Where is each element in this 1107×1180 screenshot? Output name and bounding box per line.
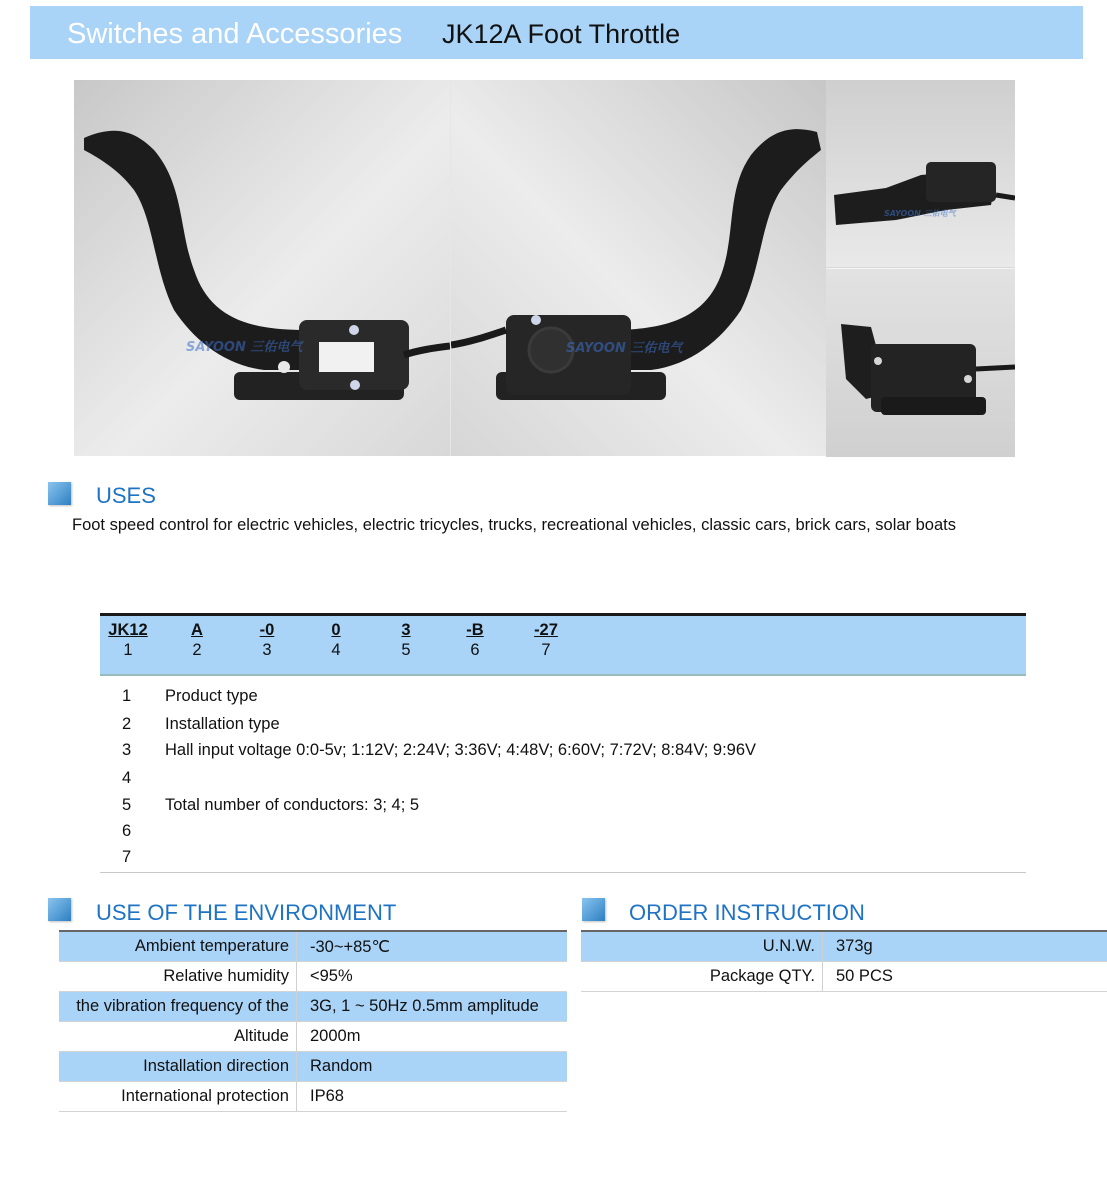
- spec-label: the vibration frequency of the: [59, 992, 297, 1022]
- table-row: [59, 1082, 567, 1112]
- order-heading: ORDER INSTRUCTION: [629, 900, 865, 925]
- title-banner: [30, 6, 1083, 59]
- divider: [100, 872, 1026, 873]
- code-segment: [252, 621, 282, 660]
- code-segment: [321, 621, 351, 660]
- product-title: JK12A Foot Throttle: [442, 19, 681, 49]
- code-position: 2: [192, 641, 202, 659]
- uses-section-icon: [48, 482, 71, 505]
- definition-number: 2: [122, 715, 132, 733]
- definition-number: 6: [122, 822, 132, 840]
- definition-number: 4: [122, 769, 132, 787]
- photo-pedal-side-right: [450, 80, 827, 456]
- environment-section-icon: [48, 898, 71, 921]
- code-value: JK12: [108, 621, 148, 639]
- spec-value: IP68: [297, 1082, 568, 1112]
- category-title: Switches and Accessories: [67, 18, 403, 50]
- definition-text: Installation type: [165, 715, 280, 733]
- brand-watermark: SAYOON 三佑电气: [566, 341, 683, 356]
- code-segment: [105, 621, 151, 660]
- definition-number: 3: [122, 741, 132, 759]
- brand-watermark: SAYOON 三佑电气: [884, 209, 956, 218]
- code-position: 4: [331, 641, 341, 659]
- table-row: [581, 962, 1107, 992]
- photo-pedal-side-left: [74, 80, 450, 456]
- uses-heading: USES: [96, 483, 156, 508]
- code-value: -27: [534, 621, 558, 639]
- order-table: [581, 930, 1107, 992]
- order-section-icon: [582, 898, 605, 921]
- spec-label: Relative humidity: [59, 962, 297, 992]
- code-position: 6: [470, 641, 480, 659]
- spec-label: International protection: [59, 1082, 297, 1112]
- spec-value: 3G, 1 ~ 50Hz 0.5mm amplitude: [297, 992, 568, 1022]
- photo-pedal-mount: [826, 268, 1015, 457]
- code-position: 7: [541, 641, 551, 659]
- table-row: [59, 931, 567, 962]
- code-segment: [182, 621, 212, 660]
- definition-text: Total number of conductors: 3; 4; 5: [165, 796, 420, 814]
- spec-value: Random: [297, 1052, 568, 1082]
- code-value: 3: [401, 621, 411, 639]
- table-row: [59, 1052, 567, 1082]
- model-code-bar: [100, 613, 1026, 676]
- definition-number: 7: [122, 848, 132, 866]
- table-row: [59, 1022, 567, 1052]
- photo-pedal-top: [826, 80, 1015, 267]
- code-position: 3: [262, 641, 272, 659]
- environment-heading: USE OF THE ENVIRONMENT: [96, 900, 397, 925]
- table-row: [59, 992, 567, 1022]
- brand-watermark: SAYOON 三佑电气: [186, 340, 303, 355]
- code-position: 5: [401, 641, 411, 659]
- spec-value: -30~+85℃: [297, 931, 568, 962]
- spec-label: Installation direction: [59, 1052, 297, 1082]
- spec-value: 2000m: [297, 1022, 568, 1052]
- code-segment: [529, 621, 563, 660]
- code-value: 0: [331, 621, 341, 639]
- code-segment: [391, 621, 421, 660]
- spec-label: U.N.W.: [581, 931, 823, 962]
- spec-value: 50 PCS: [823, 962, 1107, 992]
- spec-value: 373g: [823, 931, 1107, 962]
- table-row: [581, 931, 1107, 962]
- spec-value: <95%: [297, 962, 568, 992]
- definition-number: 5: [122, 796, 132, 814]
- code-position: 1: [123, 641, 133, 659]
- definition-text: Product type: [165, 687, 258, 705]
- definition-text: Hall input voltage 0:0-5v; 1:12V; 2:24V; 3:36V; 4:48V; 6:60V; 7:72V; 8:84V; 9:96V: [165, 741, 757, 759]
- uses-description: Foot speed control for electric vehicles, electric tricycles, trucks, recreational vehicles, classic cars, brick cars, solar boats: [72, 516, 956, 534]
- code-value: A: [191, 621, 203, 639]
- code-segment: [460, 621, 490, 660]
- spec-label: Altitude: [59, 1022, 297, 1052]
- definition-number: 1: [122, 687, 132, 705]
- code-value: -B: [466, 621, 484, 639]
- spec-label: Ambient temperature: [59, 931, 297, 962]
- table-row: [59, 962, 567, 992]
- product-photo-gallery: [74, 80, 1015, 456]
- environment-table: [59, 930, 567, 1112]
- code-value: -0: [259, 621, 275, 639]
- spec-label: Package QTY.: [581, 962, 823, 992]
